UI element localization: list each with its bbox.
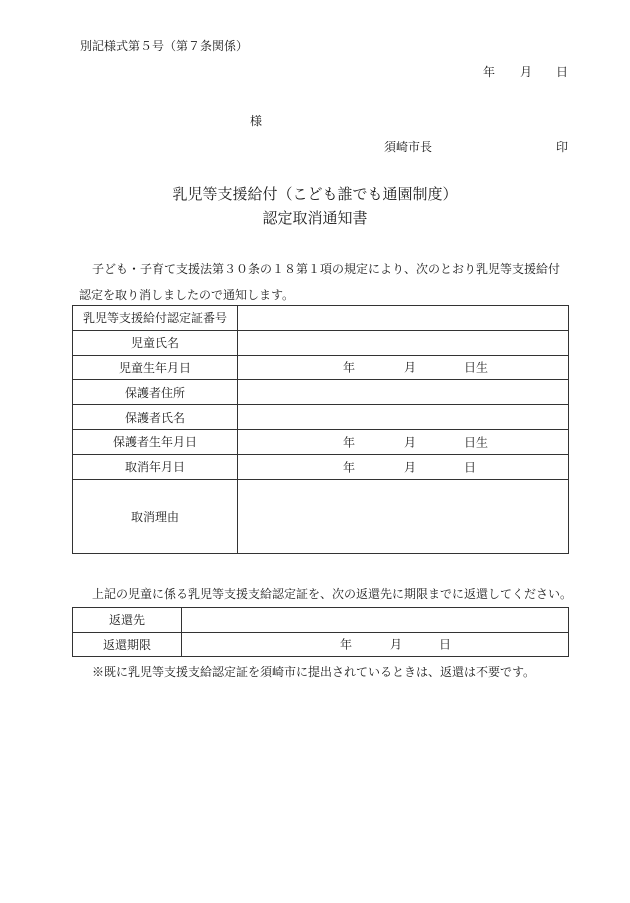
table-row-cancel-date — [73, 454, 569, 479]
table-row-return-deadline — [73, 632, 569, 657]
return-destination-field[interactable] — [182, 608, 569, 633]
child-dob-month: 月 — [404, 360, 417, 375]
table-row-child-name — [73, 330, 569, 355]
table-row-cancel-reason — [73, 479, 569, 553]
cancel-date-month: 月 — [404, 460, 417, 475]
intro-text-line2: 認定を取り消しましたので通知します。 — [79, 288, 295, 302]
table-row-cert-number — [73, 306, 569, 331]
cancel-date-field[interactable] — [238, 454, 569, 479]
guardian-address-field[interactable] — [238, 380, 569, 405]
guardian-dob-month: 月 — [404, 435, 417, 450]
form-number: 別記様式第５号（第７条関係） — [80, 39, 249, 53]
intro-text-line1: 子ども・子育て支援法第３０条の１８第１項の規定により、次のとおり乳児等支援給付 — [92, 262, 561, 276]
return-instruction: 上記の児童に係る乳児等支援支給認定証を、次の返還先に期限までに返還してください。 — [92, 587, 573, 601]
cancel-date-year: 年 — [343, 460, 356, 475]
certification-table — [72, 305, 569, 554]
header-date-year: 年 — [483, 65, 496, 79]
cancel-date-day: 日 — [464, 460, 477, 475]
return-deadline-field[interactable] — [182, 632, 569, 657]
child-dob-field[interactable] — [238, 355, 569, 380]
child-dob-year: 年 — [343, 360, 356, 375]
table-row-child-dob — [73, 355, 569, 380]
table-row-guardian-address — [73, 380, 569, 405]
issuer-name: 須崎市長 — [384, 140, 433, 154]
cert-number-field[interactable] — [238, 306, 569, 331]
child-dob-day: 日生 — [464, 360, 489, 375]
return-destination-label: 返還先 — [73, 608, 182, 633]
return-deadline-day: 日 — [439, 637, 452, 652]
guardian-address-label: 保護者住所 — [73, 380, 238, 405]
return-deadline-year: 年 — [340, 637, 353, 652]
guardian-name-label: 保護者氏名 — [73, 405, 238, 430]
child-name-field[interactable] — [238, 330, 569, 355]
guardian-dob-year: 年 — [343, 435, 356, 450]
cert-number-label: 乳児等支援給付認定証番号 — [73, 306, 238, 331]
table-row-guardian-dob — [73, 429, 569, 454]
guardian-dob-day: 日生 — [464, 435, 489, 450]
seal-mark: 印 — [556, 140, 569, 154]
child-dob-label: 児童生年月日 — [73, 355, 238, 380]
cancel-reason-label: 取消理由 — [73, 479, 238, 553]
table-row-return-destination — [73, 608, 569, 633]
table-row-guardian-name — [73, 405, 569, 430]
guardian-dob-label: 保護者生年月日 — [73, 429, 238, 454]
return-table — [72, 607, 569, 657]
addressee-suffix: 様 — [250, 114, 263, 128]
cancel-date-label: 取消年月日 — [73, 454, 238, 479]
header-date-day: 日 — [556, 65, 569, 79]
header-date-month: 月 — [520, 65, 533, 79]
cancel-reason-field[interactable] — [238, 479, 569, 553]
document-subtitle: 認定取消通知書 — [262, 209, 368, 227]
guardian-dob-field[interactable] — [238, 429, 569, 454]
document-title: 乳児等支援給付（こども誰でも通園制度） — [172, 185, 458, 203]
guardian-name-field[interactable] — [238, 405, 569, 430]
child-name-label: 児童氏名 — [73, 330, 238, 355]
return-exemption-note: ※既に乳児等支援支給認定証を須崎市に提出されているときは、返還は不要です。 — [92, 665, 536, 679]
return-deadline-label: 返還期限 — [73, 632, 182, 657]
return-deadline-month: 月 — [390, 637, 403, 652]
